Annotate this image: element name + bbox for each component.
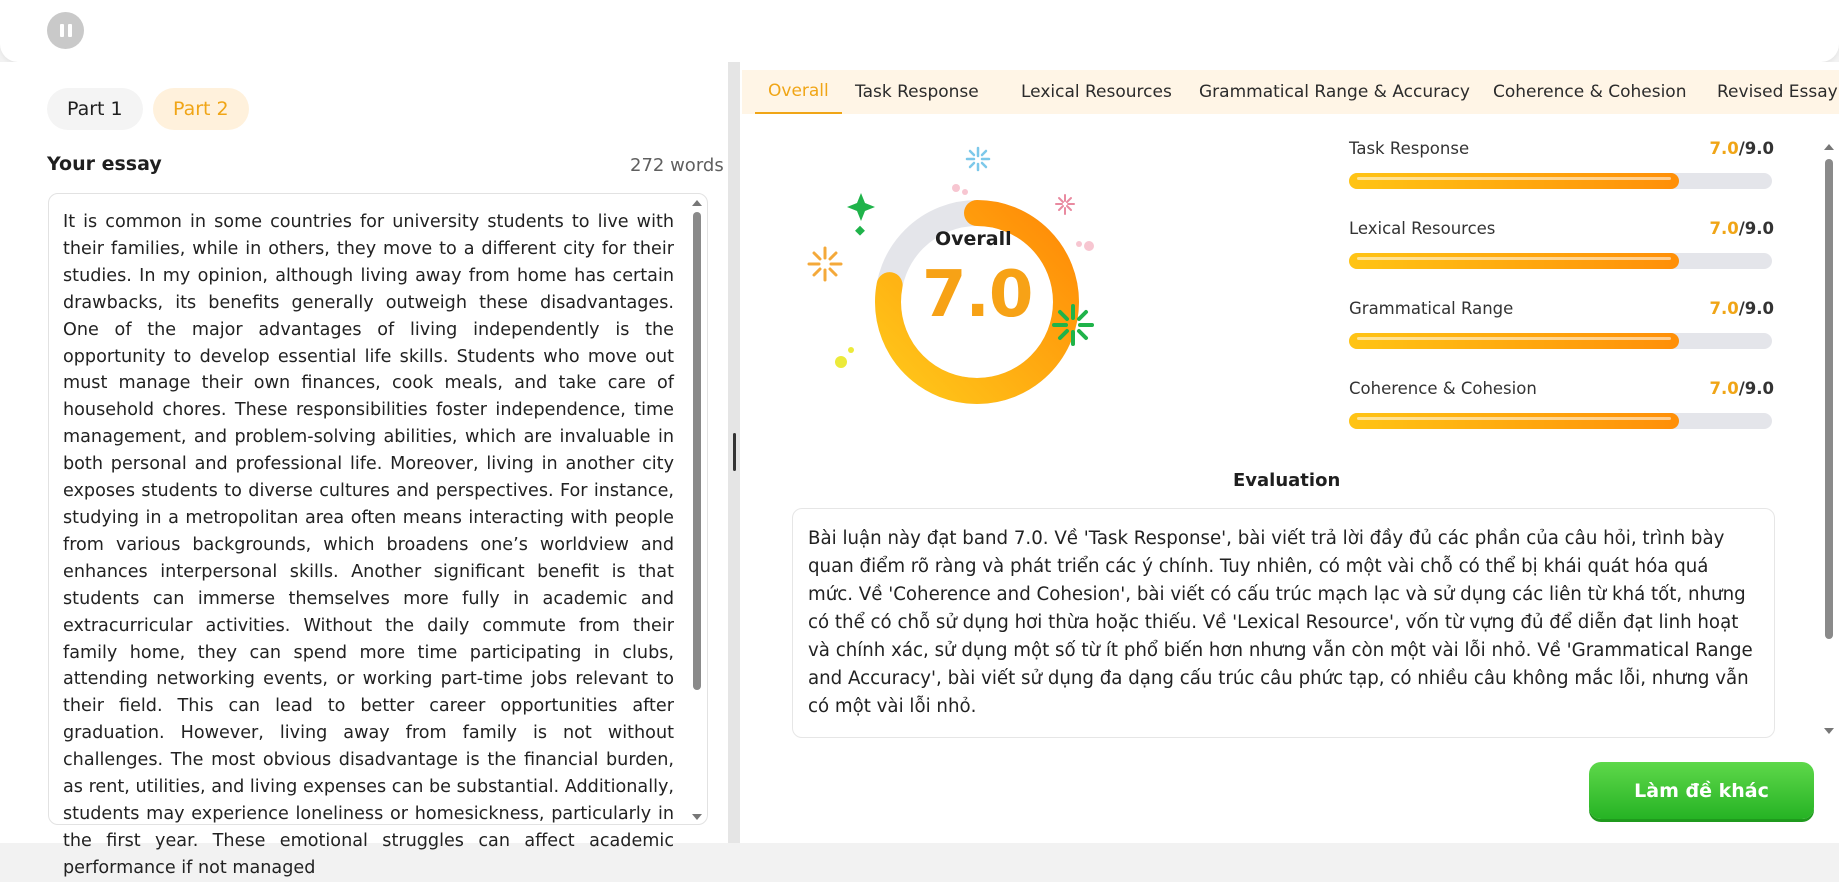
resize-handle[interactable] xyxy=(733,433,736,471)
new-topic-button[interactable]: Làm đề khác xyxy=(1589,762,1814,819)
tab-overall[interactable]: Overall xyxy=(755,70,842,114)
scrollbar-thumb[interactable] xyxy=(1825,159,1833,639)
evaluation-box xyxy=(792,508,1775,738)
criterion-name: Grammatical Range xyxy=(1349,299,1514,318)
dot-pink-icon xyxy=(962,189,968,195)
evaluation-text: Bài luận này đạt band 7.0. Về 'Task Response', bài viết trả lời đầy đủ các phần của câu hỏi, trình bày quan điểm rõ ràng và phát triển các ý chính. Tuy nhiên, có một vài chỗ có thể bị khái quát hóa quá mức. Về 'Coherence and Cohesion', bài viết có cấu trúc mạch lạc và sử dụng các liên từ khá tốt, nhưng có thể có chỗ sử dụng hơi thừa hoặc thiếu. Về 'Lexical Resource', vốn từ vựng đủ để diễn đạt linh hoạt và chính xác, sử dụng một số từ ít phổ biến hơn nhưng vẫn còn một vài lỗi nhỏ. Về 'Grammatical Range and Accuracy', bài viết sử dụng đa dạng cấu trúc câu phức tạp, có nhiều câu không mắc lỗi, nhưng vẫn có một vài lỗi nhỏ. xyxy=(808,528,1753,717)
progress-fill xyxy=(1349,253,1679,269)
criterion-name: Coherence & Cohesion xyxy=(1349,379,1537,398)
evaluation-title: Evaluation xyxy=(1233,470,1341,491)
tab-grammatical-range[interactable]: Grammatical Range & Accuracy xyxy=(1199,82,1470,102)
criterion-name: Task Response xyxy=(1349,139,1470,158)
dot-pink-icon xyxy=(1084,241,1094,251)
criterion-score: 7.0/9.0 xyxy=(1709,379,1774,398)
tab-revised-essay[interactable]: Revised Essay xyxy=(1717,82,1838,102)
criterion-score: 7.0/9.0 xyxy=(1709,139,1774,158)
scroll-down-icon[interactable] xyxy=(1824,728,1834,734)
essay-text: It is common in some countries for university students to live with their families, while in others, they move to a different city for their studies. In my opinion, although living away from home has certain drawbacks, its benefits generally outweigh these disadvantages. One of the major advantages of living independently is the opportunity to develop essential life skills. Students who move out must manage their own finances, cook meals, and take care of household chores. These responsibilities foster independence, time management, and problem-solving abilities, which are invaluable in both personal and professional life. Moreover, living in another city exposes students to diverse cultures and perspectives. For instance, studying in a metropolitan area often means interacting with people from various backgrounds, which broadens one’s worldview and enhances interpersonal skills. Another significant benefit is that students can immerse themselves more fully in academic and extracurricular activities. Without the daily commute from their family home, they can spend more time participating in clubs, attending networking events, or working part-time jobs relevant to their field. This can lead to better career opportunities after graduation. However, living away from family is not without challenges. The most obvious disadvantage is the financial burden, as rent, utilities, and living expenses can be substantial. Additionally, students may experience loneliness or homesickness, particularly in the first year. These emotional struggles can affect academic performance if not managed xyxy=(63,212,674,878)
word-count: 272 words xyxy=(630,155,724,176)
scroll-up-icon[interactable] xyxy=(692,200,702,206)
essay-title: Your essay xyxy=(47,153,162,175)
criterion-name: Lexical Resources xyxy=(1349,219,1496,238)
scroll-up-icon[interactable] xyxy=(1824,144,1834,150)
scrollbar-thumb[interactable] xyxy=(693,212,701,690)
dot-yellow-icon xyxy=(835,356,847,368)
progress-track xyxy=(1349,173,1772,189)
dot-pink-icon xyxy=(1076,241,1082,247)
right-panel-scrollbar[interactable] xyxy=(1824,144,1834,734)
progress-fill xyxy=(1349,173,1679,189)
pause-icon[interactable] xyxy=(47,12,84,49)
progress-track xyxy=(1349,253,1772,269)
criterion-score: 7.0/9.0 xyxy=(1709,299,1774,318)
tab-part-1[interactable]: Part 1 xyxy=(47,88,143,130)
sparkle-pink-icon xyxy=(1056,195,1074,214)
progress-track xyxy=(1349,413,1772,429)
progress-track xyxy=(1349,333,1772,349)
tab-part-2[interactable]: Part 2 xyxy=(153,88,249,130)
sparkle-orange-icon xyxy=(809,248,841,280)
sparkle-green-icon xyxy=(847,193,875,236)
overall-score: 7.0 xyxy=(922,258,1033,332)
progress-fill xyxy=(1349,333,1679,349)
essay-textarea[interactable] xyxy=(48,193,708,878)
dot-yellow-icon xyxy=(848,347,854,353)
tab-coherence-cohesion[interactable]: Coherence & Cohesion xyxy=(1493,82,1687,102)
dot-pink-icon xyxy=(952,184,960,192)
scroll-down-icon[interactable] xyxy=(692,814,702,820)
progress-fill xyxy=(1349,413,1679,429)
tab-task-response[interactable]: Task Response xyxy=(855,82,979,102)
sparkle-blue-icon xyxy=(967,148,989,170)
overall-label: Overall xyxy=(935,228,1012,250)
top-bar xyxy=(0,0,1839,62)
tab-lexical-resources[interactable]: Lexical Resources xyxy=(1021,82,1172,102)
essay-scrollbar[interactable] xyxy=(692,200,702,820)
criterion-score: 7.0/9.0 xyxy=(1709,219,1774,238)
